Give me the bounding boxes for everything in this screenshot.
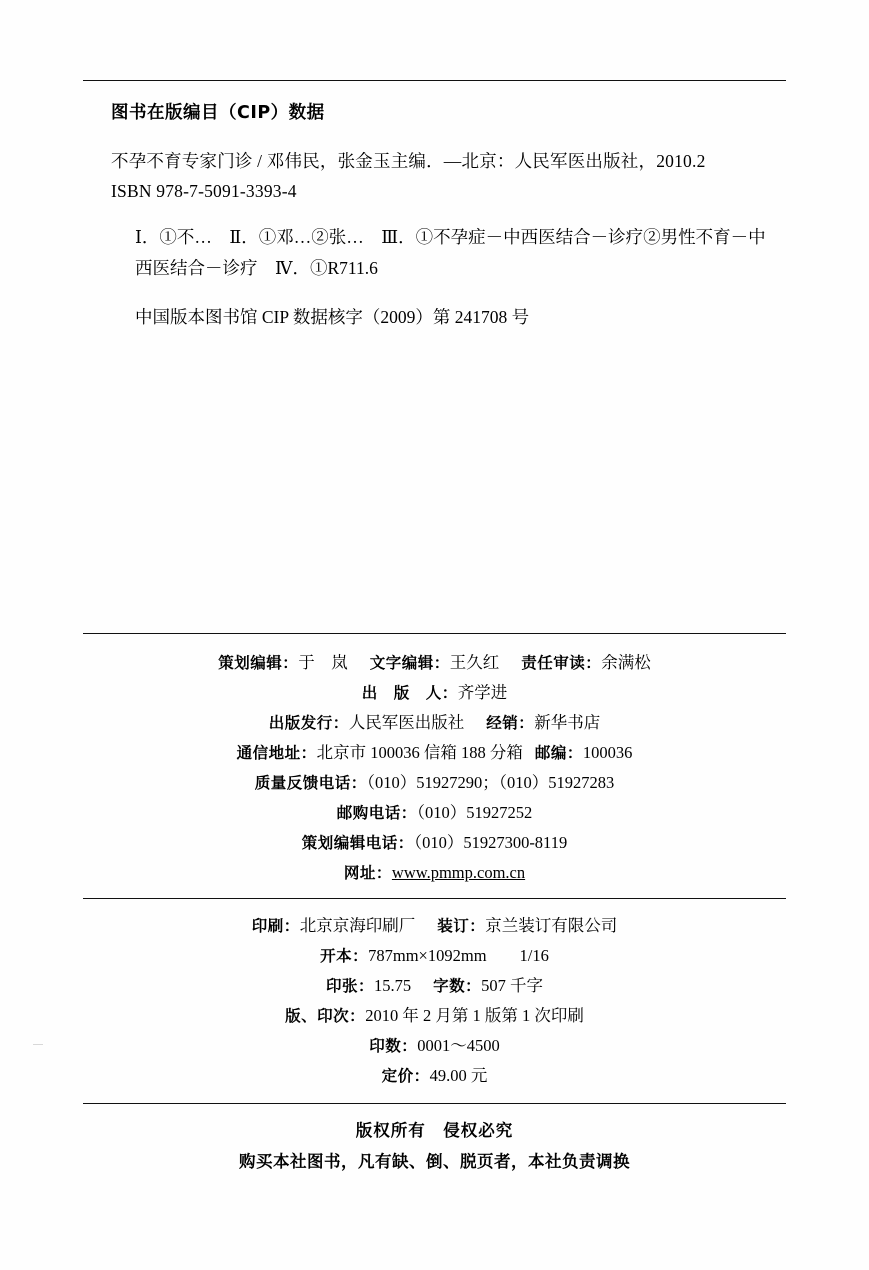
cip-isbn: ISBN 978-7-5091-3393-4: [111, 181, 297, 201]
cip-classification-line-1: Ⅰ．①不… Ⅱ．①邓…②张… Ⅲ．①不孕症－中西医结合－诊疗②男性不育－中: [135, 227, 766, 247]
editorial-phone-value: （010）51927300-8119: [413, 833, 568, 852]
binder-value: 京兰装订有限公司: [485, 916, 618, 935]
order-phone-label: 邮购电话：: [336, 804, 417, 822]
wordcount-value: 507 千字: [481, 976, 544, 995]
text-editor-label: 文字编辑：: [369, 654, 450, 672]
publisher-person-label: 出 版 人：: [361, 684, 458, 702]
quality-phone-label: 质量反馈电话：: [254, 774, 367, 792]
colophon-address-row: [83, 738, 786, 768]
distributor-value: 新华书店: [534, 713, 601, 732]
website-label: 网址：: [343, 864, 392, 882]
postcode-value: 100036: [582, 743, 633, 762]
wordcount-label: 字数：: [433, 977, 482, 995]
sheets-label: 印张：: [325, 977, 374, 995]
page-content: [83, 0, 786, 1178]
colophon-editors-row: [83, 648, 786, 678]
format-label: 开本：: [320, 947, 369, 965]
format-value: 787mm×1092mm 1/16: [368, 946, 549, 965]
edition-value: 2010 年 2 月第 1 版第 1 次印刷: [365, 1006, 584, 1025]
website-link[interactable]: www.pmmp.com.cn: [391, 863, 526, 882]
colophon-order-phone-row: [83, 798, 786, 828]
cip-block: [83, 81, 786, 333]
blank-area: [83, 333, 786, 633]
colophon-quality-phone-row: [83, 768, 786, 798]
publisher-value: 人民军医出版社: [348, 713, 465, 732]
cip-spacer: [83, 206, 786, 222]
colophon-publisher-person-row: [83, 678, 786, 708]
sheets-row: [83, 971, 786, 1001]
cip-title-line: 不孕不育专家门诊 / 邓伟民，张金玉主编．—北京：人民军医出版社，2010.2: [111, 151, 706, 171]
colophon-website-row: [83, 858, 786, 888]
postcode-label: 邮编：: [534, 744, 583, 762]
format-row: [83, 941, 786, 971]
publisher-person-value: 齐学进: [457, 683, 508, 702]
printing-row: [83, 911, 786, 941]
editorial-phone-label: 策划编辑电话：: [301, 834, 414, 852]
address-label: 通信地址：: [236, 744, 317, 762]
planning-editor-label: 策划编辑：: [218, 654, 299, 672]
print-run-row: [83, 1031, 786, 1061]
quality-phone-value: （010）51927290；（010）51927283: [366, 773, 615, 792]
publisher-label: 出版发行：: [268, 714, 349, 732]
price-value: 49.00 元: [429, 1066, 488, 1085]
order-phone-value: （010）51927252: [416, 803, 533, 822]
price-row: [83, 1061, 786, 1091]
footer-block: [83, 1104, 786, 1178]
printer-value: 北京京海印刷厂: [299, 916, 416, 935]
binder-label: 装订：: [437, 917, 486, 935]
page-edge-tick: [33, 1044, 43, 1045]
proofreader-value: 余满松: [601, 653, 651, 672]
planning-editor-value: 于 岚: [298, 653, 348, 672]
distributor-label: 经销：: [486, 714, 535, 732]
printer-label: 印刷：: [251, 917, 300, 935]
exchange-notice: 购买本社图书，凡有缺、倒、脱页者，本社负责调换: [239, 1152, 630, 1171]
price-label: 定价：: [381, 1067, 430, 1085]
copyright-notice: 版权所有 侵权必究: [355, 1121, 514, 1140]
cip-heading: 图书在版编目（CIP）数据: [111, 103, 325, 123]
colophon-publisher-row: [83, 708, 786, 738]
proofreader-label: 责任审读：: [521, 654, 602, 672]
edition-row: [83, 1001, 786, 1031]
colophon-block: [83, 634, 786, 898]
sheets-value: 15.75: [374, 976, 412, 995]
cip-number: 中国版本图书馆 CIP 数据核字（2009）第 241708 号: [135, 307, 530, 327]
print-run-value: 0001～4500: [417, 1036, 500, 1055]
edition-label: 版、印次：: [285, 1007, 366, 1025]
print-run-label: 印数：: [369, 1037, 418, 1055]
text-editor-value: 王久红: [449, 653, 500, 672]
printing-block: [83, 899, 786, 1103]
cip-classification-line-2: 西医结合－诊疗 Ⅳ．①R711.6: [135, 258, 378, 278]
colophon-editorial-phone-row: [83, 828, 786, 858]
address-value: 北京市 100036 信箱 188 分箱: [316, 743, 523, 762]
